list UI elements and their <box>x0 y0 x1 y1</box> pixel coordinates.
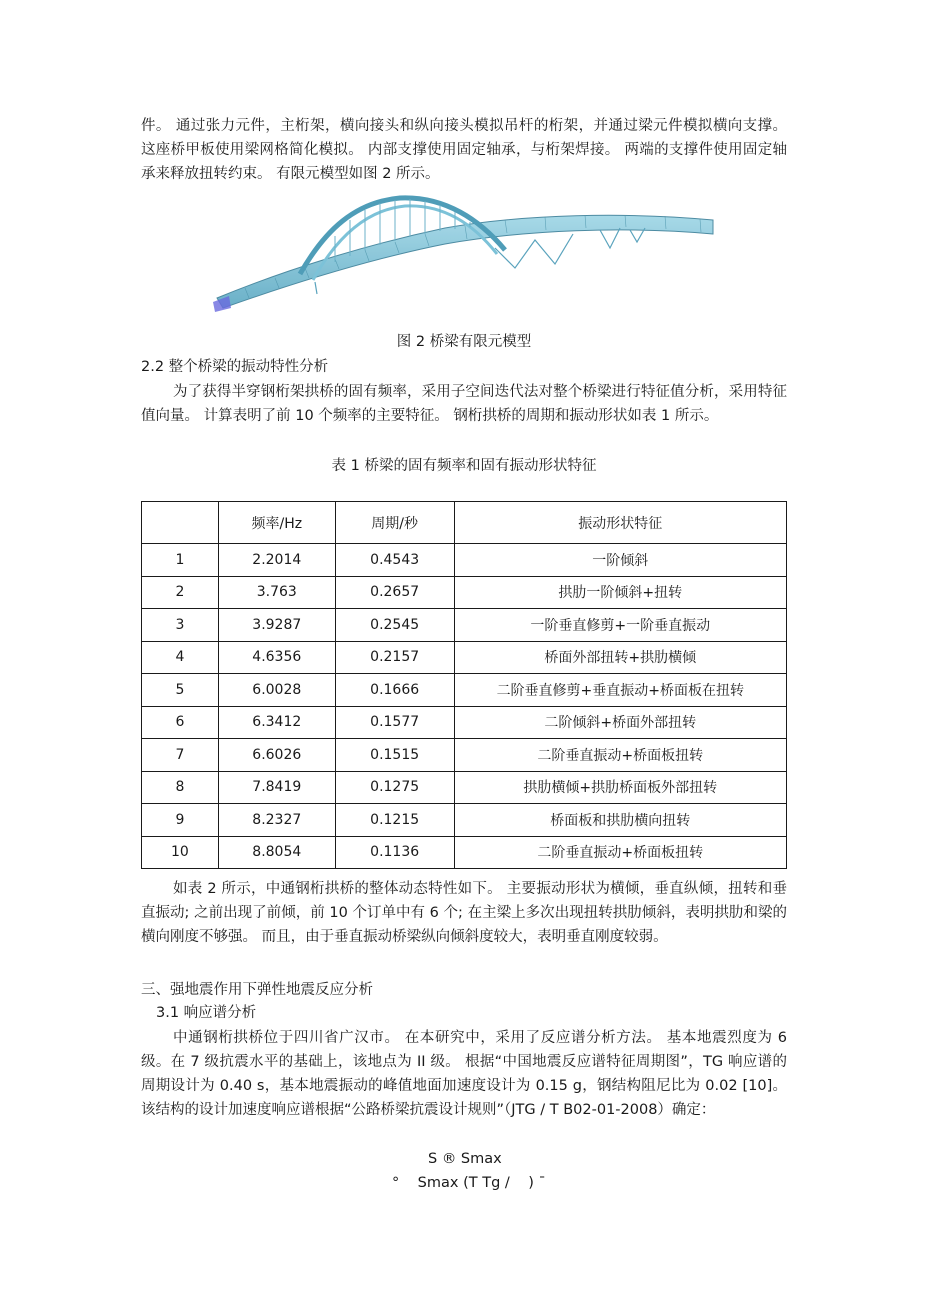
cell-index: 10 <box>142 836 219 869</box>
table-row <box>142 836 787 869</box>
cell-shape: 二阶垂直修剪+垂直振动+桥面板在扭转 <box>454 674 786 707</box>
cell-index: 8 <box>142 771 219 804</box>
cell-index: 2 <box>142 576 219 609</box>
table-row <box>142 771 787 804</box>
cell-frequency: 3.9287 <box>218 609 335 642</box>
table-caption: 表 1 桥梁的固有频率和固有振动形状特征 <box>331 458 597 474</box>
cell-index: 9 <box>142 804 219 837</box>
cell-shape: 二阶倾斜+桥面外部扭转 <box>454 706 786 739</box>
cell-period: 0.1577 <box>335 706 454 739</box>
intro-paragraph: 件。 通过张力元件，主桁架，横向接头和纵向接头模拟吊杆的桁架，并通过梁元件模拟横向支撑。 这座桥甲板使用梁网格简化模拟。 内部支撑使用固定轴承，与桁架焊接。 两端的支撑件使用固定轴承来释放扭转约束。 有限元模型如图 2 所示。 <box>141 118 787 182</box>
bridge-fe-model-figure <box>205 190 725 318</box>
table-row <box>142 674 787 707</box>
cell-period: 0.1515 <box>335 739 454 772</box>
cell-frequency: 7.8419 <box>218 771 335 804</box>
cell-index: 7 <box>142 739 219 772</box>
cell-index: 5 <box>142 674 219 707</box>
table-discussion-paragraph: 如表 2 所示，中通钢桁拱桥的整体动态特性如下。 主要振动形状为横倾，垂直纵倾，扭转和垂直振动; 之前出现了前倾，前 10 个订单中有 6 个; 在主梁上多次出现扭转拱肋倾斜，表明拱肋和梁的横向刚度不够强。 而且，由于垂直振动桥梁纵向倾斜度较大，表明垂直刚度较弱。 <box>141 881 787 945</box>
cell-period: 0.2545 <box>335 609 454 642</box>
table-header-row <box>142 502 787 544</box>
table-row <box>142 706 787 739</box>
cell-frequency: 2.2014 <box>218 544 335 577</box>
cell-period: 0.1666 <box>335 674 454 707</box>
cell-period: 0.4543 <box>335 544 454 577</box>
table-row <box>142 739 787 772</box>
cell-index: 4 <box>142 641 219 674</box>
cell-shape: 拱肋一阶倾斜+扭转 <box>454 576 786 609</box>
cell-period: 0.2657 <box>335 576 454 609</box>
frequency-table <box>141 501 787 869</box>
section-2-2-paragraph: 为了获得半穿钢桁架拱桥的固有频率，采用子空间迭代法对整个桥梁进行特征值分析，采用特征值向量。 计算表明了前 10 个频率的主要特征。 钢桁拱桥的周期和振动形状如表 1 所示。 <box>141 384 787 424</box>
table-row <box>142 576 787 609</box>
cell-shape: 二阶垂直振动+桥面板扭转 <box>454 836 786 869</box>
cell-frequency: 8.2327 <box>218 804 335 837</box>
cell-shape: 桥面外部扭转+拱肋横倾 <box>454 641 786 674</box>
cell-index: 6 <box>142 706 219 739</box>
cell-shape: 拱肋横倾+拱肋桥面板外部扭转 <box>454 771 786 804</box>
cell-shape: 一阶倾斜 <box>454 544 786 577</box>
cell-period: 0.1136 <box>335 836 454 869</box>
cell-shape: 二阶垂直振动+桥面板扭转 <box>454 739 786 772</box>
cell-index: 3 <box>142 609 219 642</box>
cell-frequency: 4.6356 <box>218 641 335 674</box>
table-row <box>142 641 787 674</box>
header-index <box>142 502 219 544</box>
figure-caption: 图 2 桥梁有限元模型 <box>396 334 532 350</box>
formula-line-1: S ® Smax <box>428 1151 502 1167</box>
cell-period: 0.2157 <box>335 641 454 674</box>
table-row <box>142 804 787 837</box>
formula-line-2: ° Smax (T Tg / ) ¯ <box>392 1175 546 1191</box>
table-row <box>142 609 787 642</box>
cell-frequency: 8.8054 <box>218 836 335 869</box>
table-row <box>142 544 787 577</box>
cell-frequency: 6.0028 <box>218 674 335 707</box>
cell-period: 0.1215 <box>335 804 454 837</box>
header-shape: 振动形状特征 <box>454 502 786 544</box>
cell-shape: 桥面板和拱肋横向扭转 <box>454 804 786 837</box>
header-frequency: 频率/Hz <box>218 502 335 544</box>
header-period: 周期/秒 <box>335 502 454 544</box>
cell-frequency: 6.3412 <box>218 706 335 739</box>
cell-frequency: 3.763 <box>218 576 335 609</box>
section-3-title: 三、强地震作用下弹性地震反应分析 <box>141 982 373 998</box>
section-3-1-title: 3.1 响应谱分析 <box>156 1005 257 1021</box>
cell-frequency: 6.6026 <box>218 739 335 772</box>
cell-period: 0.1275 <box>335 771 454 804</box>
section-3-1-paragraph: 中通钢桁拱桥位于四川省广汉市。 在本研究中，采用了反应谱分析方法。 基本地震烈度为 6 级。在 7 级抗震水平的基础上，该地点为 II 级。 根据“中国地震反应谱特征周期图”，TG 响应谱的周期设计为 0.40 s，基本地震振动的峰值地面加速度设计为 0.15 g，钢结构阻尼比为 0.02 [10]。 该结构的设计加速度响应谱根据“公路桥梁抗震设计规则”（JTG / T B02-01-2008）确定： <box>141 1030 787 1118</box>
cell-index: 1 <box>142 544 219 577</box>
section-2-2-title: 2.2 整个桥梁的振动特性分析 <box>141 359 329 375</box>
cell-shape: 一阶垂直修剪+一阶垂直振动 <box>454 609 786 642</box>
